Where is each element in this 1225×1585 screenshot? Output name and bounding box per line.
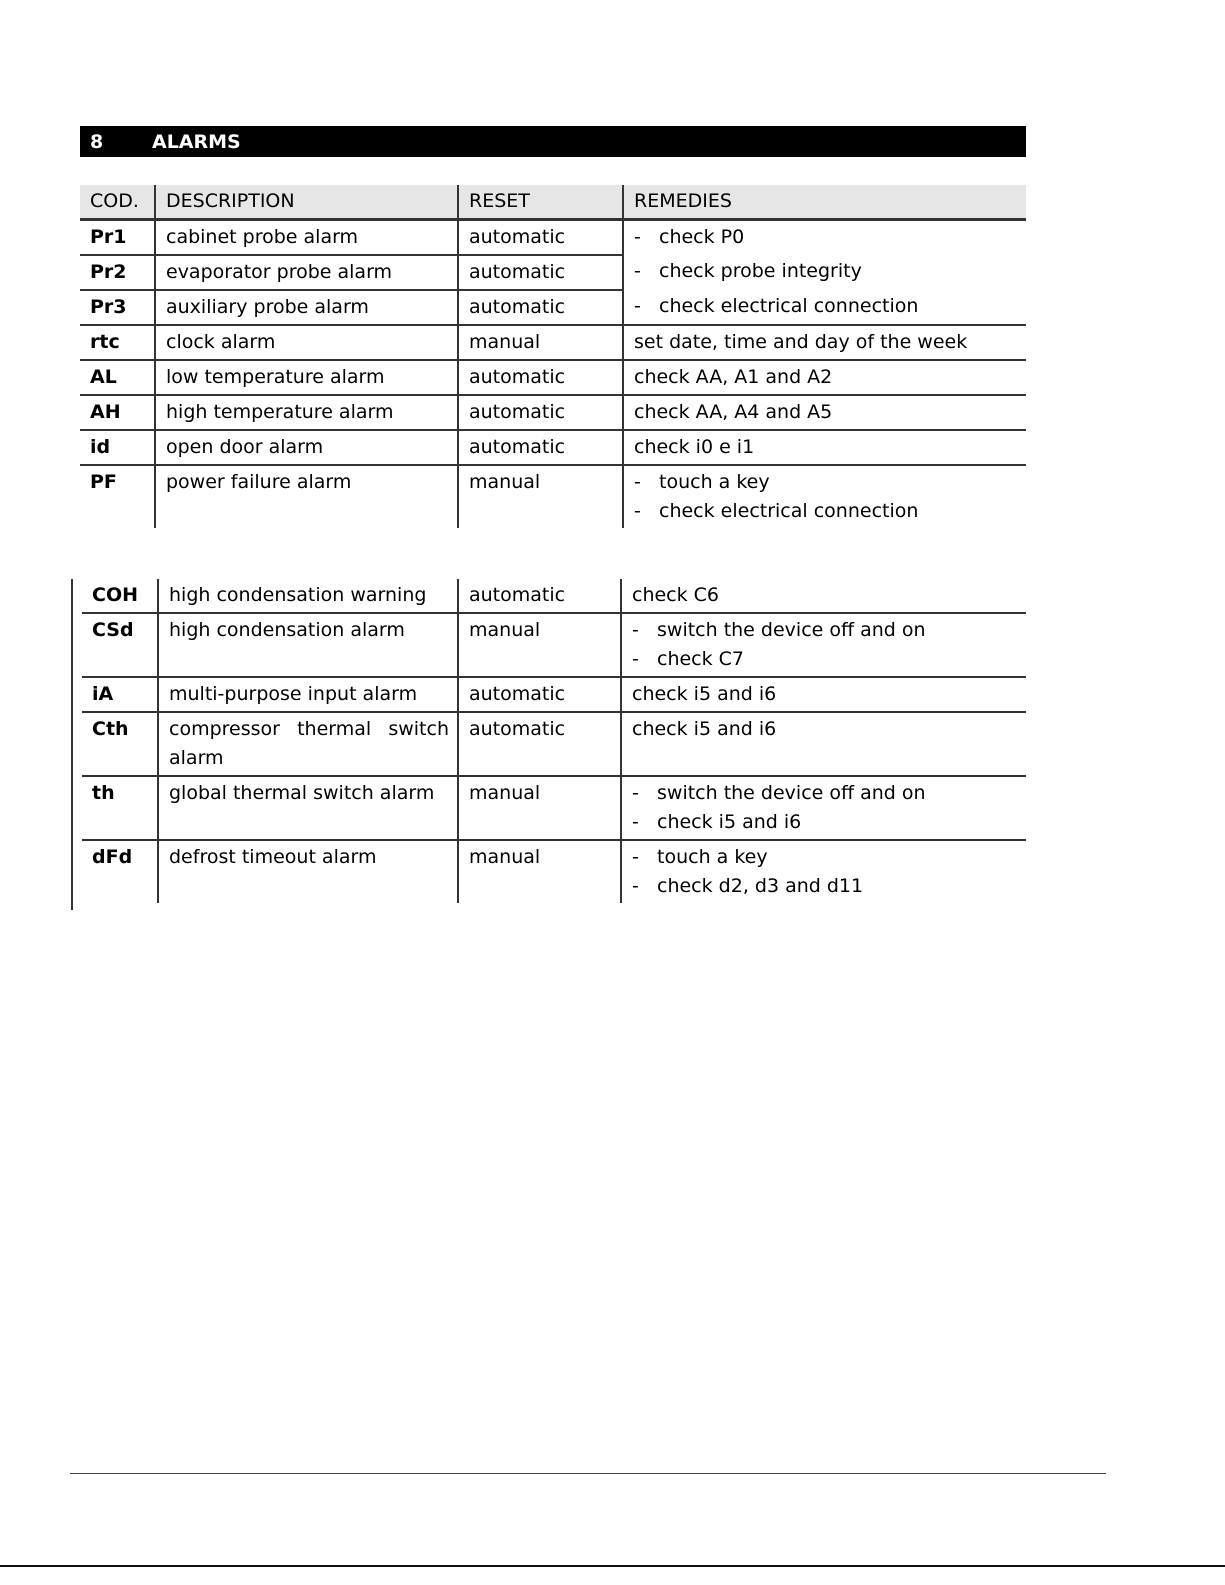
table-row bbox=[82, 613, 1026, 677]
alarm-remedy: check i5 and i6 bbox=[621, 677, 1026, 712]
remedy-line bbox=[632, 645, 1026, 674]
remedy-text: switch the device off and on bbox=[657, 619, 926, 641]
alarm-code: Pr1 bbox=[80, 220, 155, 256]
alarm-remedy: check i0 e i1 bbox=[623, 430, 1026, 465]
alarm-reset: automatic bbox=[458, 430, 623, 465]
dash: - bbox=[634, 295, 641, 317]
header-description: DESCRIPTION bbox=[155, 185, 458, 220]
dash: - bbox=[634, 226, 641, 248]
alarm-code: PF bbox=[90, 471, 117, 493]
alarm-code: AH bbox=[80, 395, 155, 430]
alarm-remedy bbox=[623, 220, 1026, 256]
table-row bbox=[80, 360, 1026, 395]
table-row bbox=[82, 579, 1026, 613]
table-row bbox=[80, 430, 1026, 465]
alarm-remedy bbox=[621, 840, 1026, 903]
remedy-text: check C7 bbox=[657, 648, 745, 670]
alarm-code: Pr2 bbox=[80, 255, 155, 290]
remedy-line bbox=[632, 872, 1026, 901]
table-row bbox=[80, 255, 1026, 290]
footer-rule bbox=[70, 1473, 1106, 1474]
alarm-description: high condensation warning bbox=[158, 579, 458, 613]
section-title: ALARMS bbox=[152, 130, 241, 153]
alarm-description: multi-purpose input alarm bbox=[158, 677, 458, 712]
alarm-code: dFd bbox=[82, 840, 158, 903]
remedy-text: check d2, d3 and d11 bbox=[657, 875, 864, 897]
section-number: 8 bbox=[90, 130, 104, 153]
alarm-code: iA bbox=[82, 677, 158, 712]
table-row bbox=[80, 290, 1026, 325]
alarm-description: power failure alarm bbox=[155, 465, 458, 528]
dash: - bbox=[632, 811, 639, 833]
alarm-remedy: set date, time and day of the week bbox=[623, 325, 1026, 360]
alarm-reset: manual bbox=[458, 613, 621, 677]
remedy-text: touch a key bbox=[659, 471, 770, 493]
alarm-reset: automatic bbox=[458, 290, 623, 325]
alarm-description: auxiliary probe alarm bbox=[155, 290, 458, 325]
remedy-text: check i5 and i6 bbox=[657, 811, 802, 833]
alarms-table-continued bbox=[82, 579, 1026, 903]
alarm-remedy bbox=[623, 255, 1026, 290]
alarm-remedy: check C6 bbox=[621, 579, 1026, 613]
remedy-line bbox=[632, 779, 1026, 808]
remedy-text: check probe integrity bbox=[659, 260, 862, 282]
alarm-remedy: check AA, A1 and A2 bbox=[623, 360, 1026, 395]
table-row bbox=[82, 677, 1026, 712]
dash: - bbox=[632, 782, 639, 804]
header-code: COD. bbox=[80, 185, 155, 220]
dash: - bbox=[634, 471, 641, 493]
alarm-description: compressor thermal switch alarm bbox=[158, 712, 458, 776]
page-bottom-edge bbox=[0, 1565, 1225, 1567]
alarm-remedy bbox=[623, 290, 1026, 325]
dash: - bbox=[632, 619, 639, 641]
remedy-text: check P0 bbox=[659, 226, 745, 248]
alarm-description: high condensation alarm bbox=[158, 613, 458, 677]
alarm-code: rtc bbox=[80, 325, 155, 360]
alarm-remedy: check i5 and i6 bbox=[621, 712, 1026, 776]
remedy-text: check electrical connection bbox=[659, 500, 919, 522]
table-header-row bbox=[80, 185, 1026, 220]
alarm-reset: automatic bbox=[458, 360, 623, 395]
remedy-line bbox=[632, 843, 1026, 872]
alarm-remedy bbox=[621, 776, 1026, 840]
table-row bbox=[82, 712, 1026, 776]
remedy-line bbox=[634, 468, 1026, 497]
table-row bbox=[80, 465, 1026, 528]
alarm-code: Cth bbox=[82, 712, 158, 776]
alarm-code: AL bbox=[80, 360, 155, 395]
alarm-code: th bbox=[82, 776, 158, 840]
alarm-reset: manual bbox=[458, 465, 623, 528]
alarm-reset: automatic bbox=[458, 395, 623, 430]
table-row bbox=[82, 840, 1026, 903]
alarm-reset: manual bbox=[458, 840, 621, 903]
alarms-table bbox=[80, 185, 1026, 528]
alarm-code: COH bbox=[82, 579, 158, 613]
remedy-line bbox=[632, 808, 1026, 837]
remedy-line bbox=[634, 497, 1026, 526]
dash: - bbox=[632, 648, 639, 670]
table-row bbox=[80, 325, 1026, 360]
alarm-reset: manual bbox=[458, 325, 623, 360]
alarm-description: evaporator probe alarm bbox=[155, 255, 458, 290]
table-row bbox=[82, 776, 1026, 840]
alarm-code: Pr3 bbox=[80, 290, 155, 325]
alarm-description: global thermal switch alarm bbox=[158, 776, 458, 840]
remedy-line bbox=[632, 616, 1026, 645]
alarm-remedy: check AA, A4 and A5 bbox=[623, 395, 1026, 430]
alarm-description: cabinet probe alarm bbox=[155, 220, 458, 256]
alarm-description: low temperature alarm bbox=[155, 360, 458, 395]
alarm-code: CSd bbox=[82, 613, 158, 677]
left-border-line bbox=[71, 579, 73, 910]
alarm-code: id bbox=[80, 430, 155, 465]
table-row bbox=[80, 220, 1026, 256]
alarm-reset: automatic bbox=[458, 712, 621, 776]
header-reset: RESET bbox=[458, 185, 623, 220]
remedy-text: switch the device off and on bbox=[657, 782, 926, 804]
remedy-text: touch a key bbox=[657, 846, 768, 868]
alarm-reset: automatic bbox=[458, 220, 623, 256]
dash: - bbox=[634, 260, 641, 282]
alarm-description: open door alarm bbox=[155, 430, 458, 465]
dash: - bbox=[632, 875, 639, 897]
alarm-reset: automatic bbox=[458, 255, 623, 290]
section-header bbox=[80, 126, 1026, 157]
alarm-remedy bbox=[623, 465, 1026, 528]
alarm-description: high temperature alarm bbox=[155, 395, 458, 430]
alarm-reset: manual bbox=[458, 776, 621, 840]
remedy-text: check electrical connection bbox=[659, 295, 919, 317]
dash: - bbox=[634, 500, 641, 522]
alarm-reset: automatic bbox=[458, 677, 621, 712]
alarm-reset: automatic bbox=[458, 579, 621, 613]
table-row bbox=[80, 395, 1026, 430]
alarm-description: defrost timeout alarm bbox=[158, 840, 458, 903]
header-remedies: REMEDIES bbox=[623, 185, 1026, 220]
dash: - bbox=[632, 846, 639, 868]
alarm-remedy bbox=[621, 613, 1026, 677]
alarm-description: clock alarm bbox=[155, 325, 458, 360]
